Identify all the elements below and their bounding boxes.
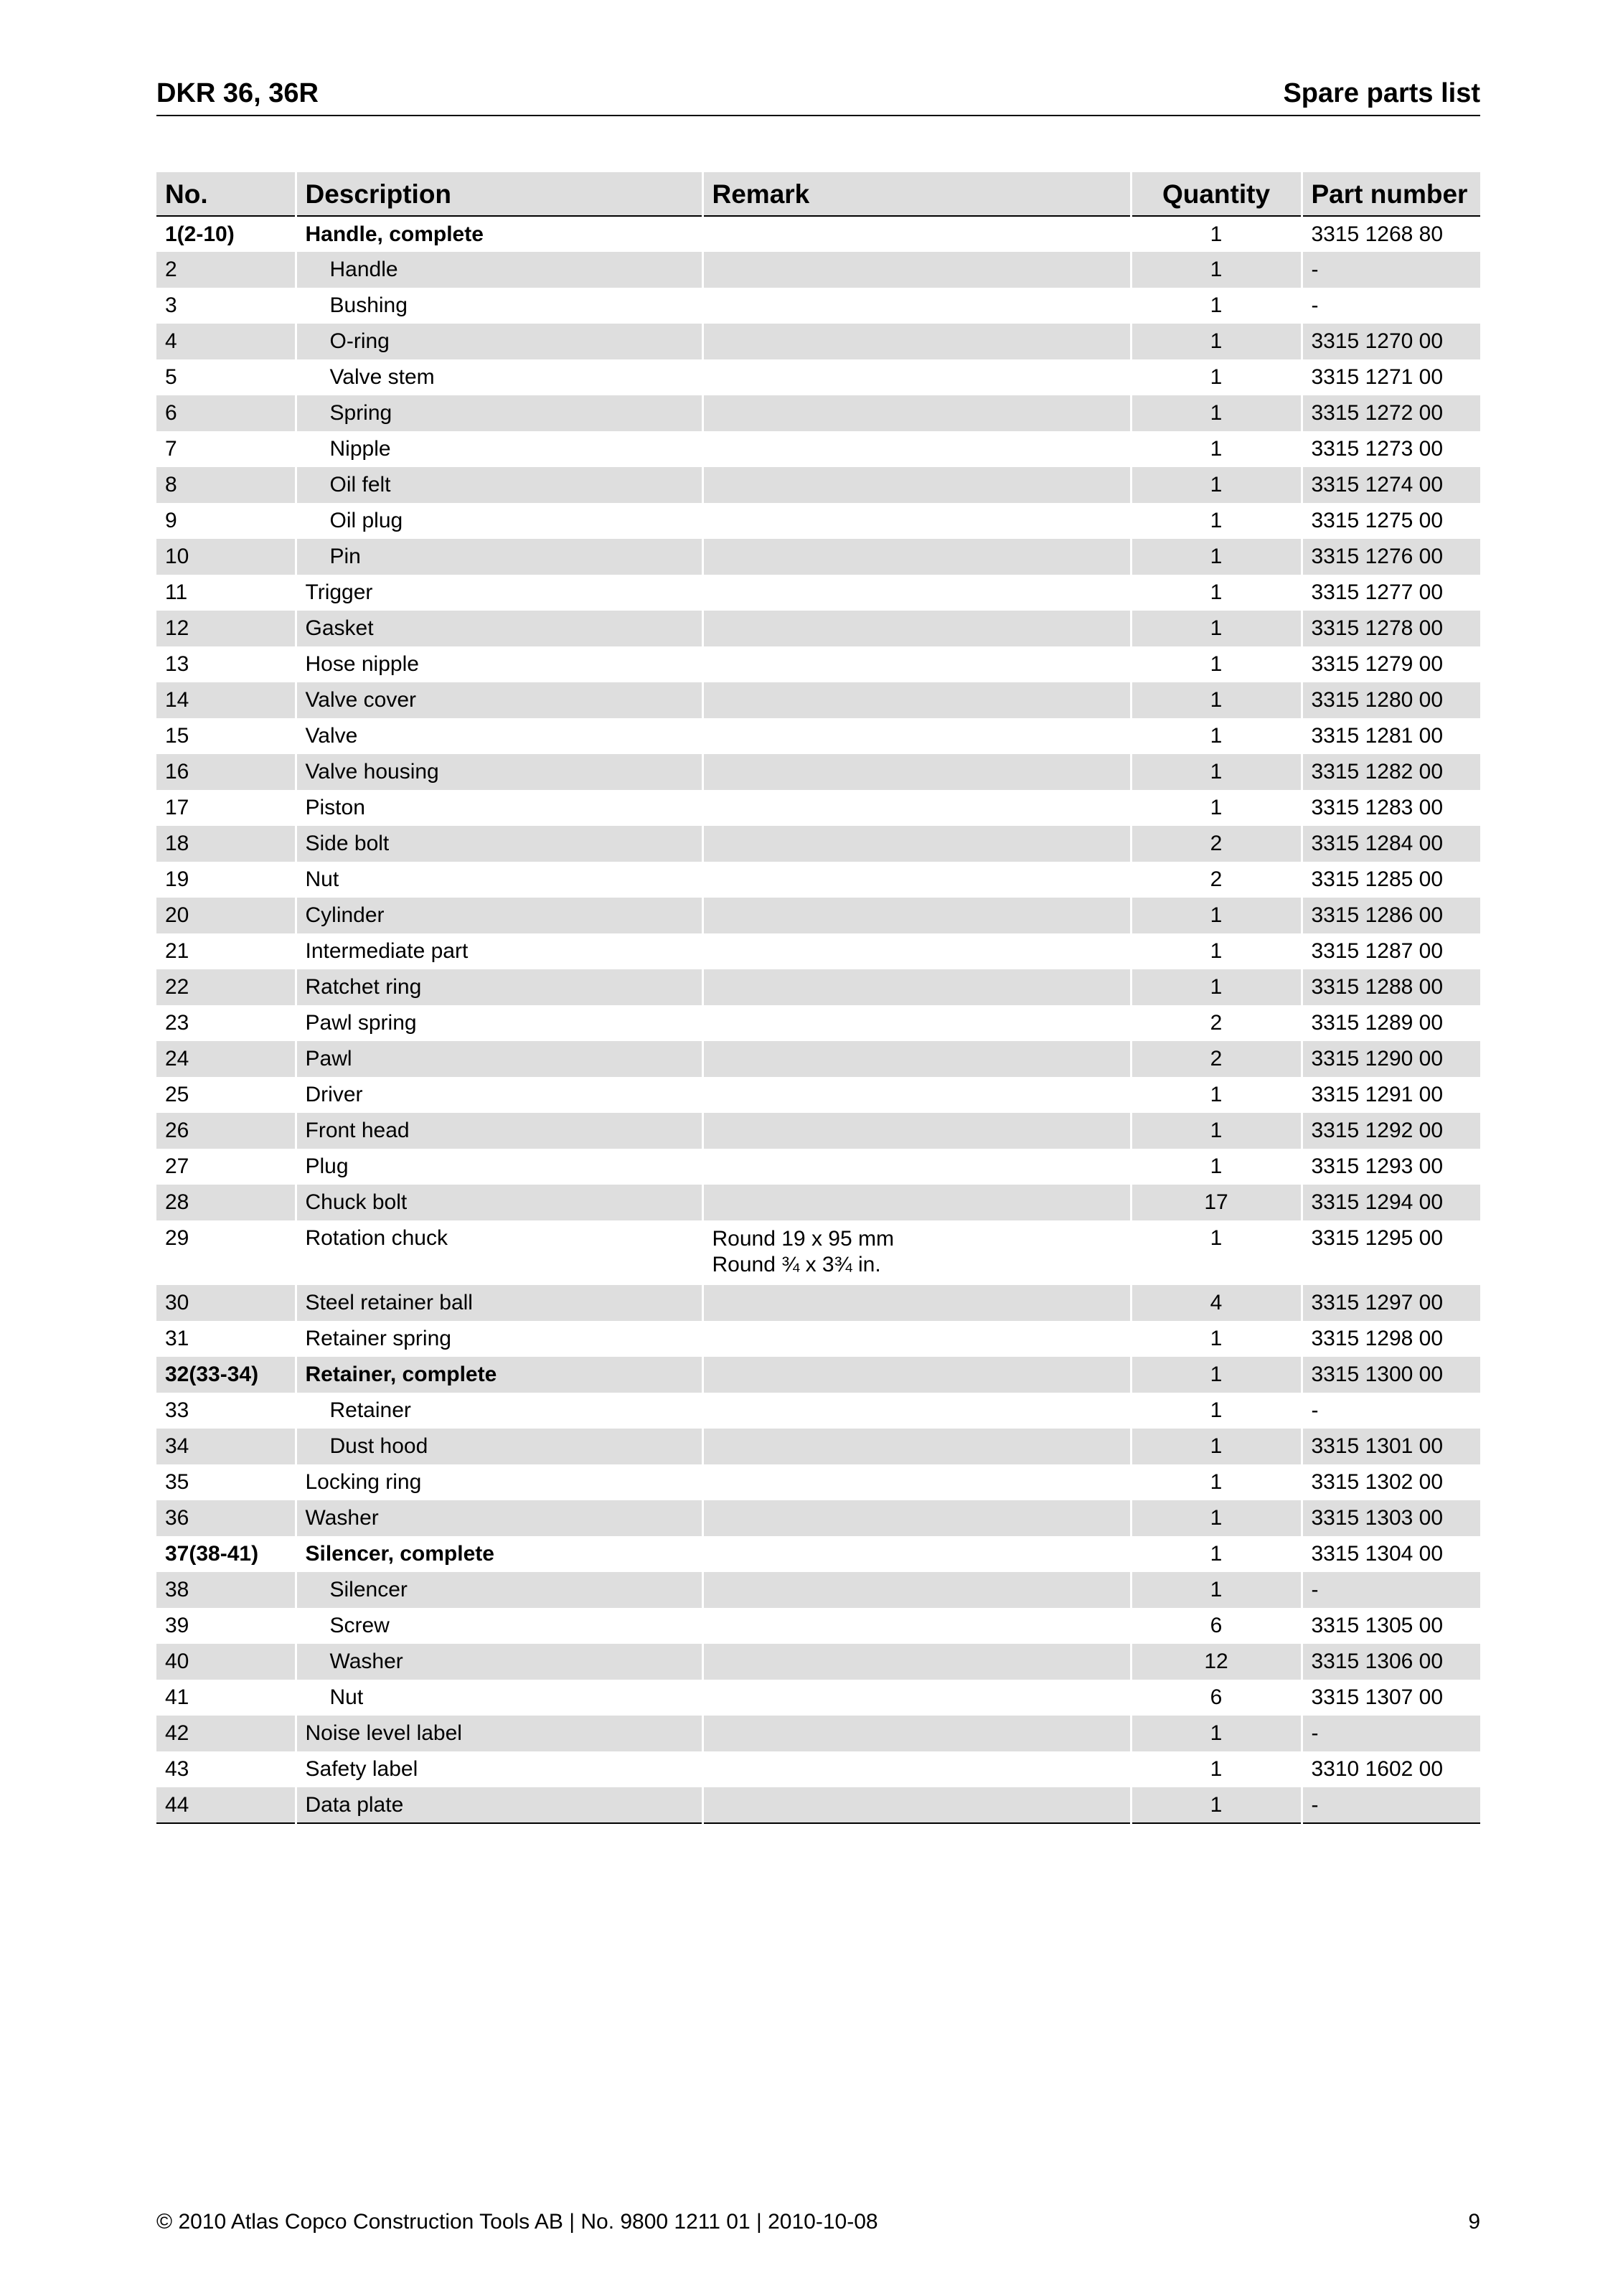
table-row	[156, 324, 1480, 359]
table-row	[156, 575, 1480, 611]
cell-remark	[702, 1149, 1131, 1185]
cell-description: Nut	[296, 1680, 702, 1716]
remark-line: Round 19 x 95 mm	[712, 1227, 894, 1251]
cell-part-number: 3310 1602 00	[1302, 1751, 1480, 1787]
cell-quantity: 6	[1131, 1608, 1302, 1644]
cell-remark	[702, 969, 1131, 1005]
cell-remark	[702, 252, 1131, 288]
cell-description: Pawl	[296, 1041, 702, 1077]
cell-quantity: 1	[1131, 1751, 1302, 1787]
cell-quantity: 4	[1131, 1285, 1302, 1321]
table-row	[156, 1608, 1480, 1644]
cell-quantity: 1	[1131, 359, 1302, 395]
table-row	[156, 1220, 1480, 1285]
cell-no: 43	[165, 1757, 189, 1781]
cell-remark	[702, 611, 1131, 646]
cell-remark	[702, 826, 1131, 862]
cell-quantity: 1	[1131, 431, 1302, 467]
table-row	[156, 1285, 1480, 1321]
cell-description: Steel retainer ball	[296, 1285, 702, 1321]
cell-remark	[702, 1572, 1131, 1608]
cell-part-number: -	[1302, 1716, 1480, 1751]
cell-description: Noise level label	[296, 1716, 702, 1751]
cell-remark	[702, 1608, 1131, 1644]
cell-description: Nut	[296, 862, 702, 898]
cell-description: Cylinder	[296, 898, 702, 933]
cell-no: 20	[156, 898, 296, 933]
table-row	[156, 646, 1480, 682]
cell-quantity: 1	[1131, 539, 1302, 575]
cell-part-number: 3315 1275 00	[1302, 503, 1480, 539]
table-row	[156, 969, 1480, 1005]
table-row	[156, 611, 1480, 646]
cell-remark	[702, 682, 1131, 718]
cell-description: Nipple	[296, 431, 702, 467]
cell-quantity: 2	[1131, 1005, 1302, 1041]
cell-part-number: -	[1302, 1572, 1480, 1608]
cell-description: Oil plug	[296, 503, 702, 539]
table-row	[156, 1464, 1480, 1500]
table-row	[156, 1787, 1480, 1823]
cell-remark	[702, 1113, 1131, 1149]
cell-quantity: 1	[1131, 1572, 1302, 1608]
cell-no: 7	[165, 437, 177, 461]
cell-description: Intermediate part	[296, 933, 702, 969]
cell-quantity: 1	[1131, 216, 1302, 252]
cell-remark	[702, 1500, 1131, 1536]
cell-no: 35	[165, 1470, 189, 1494]
cell-description: Front head	[296, 1113, 702, 1149]
cell-no: 25	[165, 1083, 189, 1106]
cell-part-number: 3315 1278 00	[1302, 611, 1480, 646]
cell-quantity: 1	[1131, 1464, 1302, 1500]
cell-remark	[702, 1041, 1131, 1077]
cell-no: 21	[165, 939, 189, 963]
column-header-part-number: Part number	[1302, 172, 1480, 216]
cell-quantity: 6	[1131, 1680, 1302, 1716]
cell-quantity: 1	[1131, 718, 1302, 754]
cell-quantity: 1	[1131, 646, 1302, 682]
cell-no: 2	[156, 252, 296, 288]
cell-part-number: 3315 1292 00	[1302, 1113, 1480, 1149]
table-row	[156, 1751, 1480, 1787]
cell-quantity: 2	[1131, 1041, 1302, 1077]
cell-part-number: 3315 1271 00	[1302, 359, 1480, 395]
footer-copyright: © 2010 Atlas Copco Construction Tools AB | No. 9800 1211 01 | 2010-10-08	[156, 2210, 878, 2234]
table-row	[156, 1321, 1480, 1357]
cell-no: 44	[156, 1787, 296, 1823]
page-footer	[156, 2210, 1480, 2239]
table-row	[156, 359, 1480, 395]
cell-quantity: 1	[1131, 1393, 1302, 1429]
cell-no: 23	[165, 1011, 189, 1035]
cell-description: Pin	[296, 539, 702, 575]
cell-no: 13	[165, 652, 189, 676]
table-row	[156, 1113, 1480, 1149]
cell-remark	[702, 1077, 1131, 1113]
cell-no: 1(2-10)	[165, 222, 235, 246]
cell-description: Washer	[296, 1500, 702, 1536]
cell-no: 11	[165, 580, 188, 604]
cell-remark	[702, 1185, 1131, 1220]
cell-no: 3	[165, 293, 177, 317]
cell-description: Hose nipple	[296, 646, 702, 682]
cell-remark	[702, 216, 1131, 252]
cell-remark	[702, 1644, 1131, 1680]
cell-remark	[702, 288, 1131, 324]
cell-no: 29	[165, 1226, 189, 1250]
table-row	[156, 467, 1480, 503]
cell-part-number: 3315 1283 00	[1302, 790, 1480, 826]
cell-no: 15	[165, 724, 189, 748]
cell-description: Gasket	[296, 611, 702, 646]
cell-part-number: 3315 1268 80	[1302, 216, 1480, 252]
cell-quantity: 1	[1131, 682, 1302, 718]
cell-description: Silencer	[296, 1572, 702, 1608]
cell-quantity: 1	[1131, 1077, 1302, 1113]
cell-part-number: -	[1302, 1393, 1480, 1429]
cell-remark	[702, 718, 1131, 754]
cell-remark	[702, 467, 1131, 503]
cell-no: 26	[156, 1113, 296, 1149]
cell-no: 41	[165, 1685, 189, 1709]
cell-remark	[702, 1357, 1131, 1393]
table-header-row	[156, 172, 1480, 216]
cell-remark	[702, 324, 1131, 359]
cell-quantity: 1	[1131, 969, 1302, 1005]
cell-quantity: 1	[1131, 933, 1302, 969]
cell-remark	[702, 933, 1131, 969]
table-row	[156, 395, 1480, 431]
cell-no: 17	[165, 796, 189, 819]
cell-quantity: 1	[1131, 754, 1302, 790]
cell-description: Valve housing	[296, 754, 702, 790]
product-model-title: DKR 36, 36R	[156, 78, 319, 108]
cell-part-number: 3315 1274 00	[1302, 467, 1480, 503]
cell-description: Oil felt	[296, 467, 702, 503]
table-row	[156, 682, 1480, 718]
cell-part-number: 3315 1282 00	[1302, 754, 1480, 790]
cell-quantity: 1	[1131, 611, 1302, 646]
cell-no: 31	[165, 1327, 189, 1350]
cell-remark	[702, 1716, 1131, 1751]
cell-quantity: 2	[1131, 862, 1302, 898]
cell-quantity: 17	[1131, 1185, 1302, 1220]
cell-part-number: 3315 1285 00	[1302, 862, 1480, 898]
cell-no: 32(33-34)	[156, 1357, 296, 1393]
cell-no: 42	[156, 1716, 296, 1751]
cell-part-number: 3315 1288 00	[1302, 969, 1480, 1005]
column-header-remark: Remark	[702, 172, 1131, 216]
cell-part-number: 3315 1307 00	[1302, 1680, 1480, 1716]
cell-quantity: 1	[1131, 1429, 1302, 1464]
column-header-quantity: Quantity	[1131, 172, 1302, 216]
cell-no: 33	[165, 1398, 189, 1422]
cell-no: 18	[156, 826, 296, 862]
cell-quantity: 1	[1131, 1149, 1302, 1185]
cell-no: 12	[156, 611, 296, 646]
cell-description: Piston	[296, 790, 702, 826]
cell-part-number: 3315 1279 00	[1302, 646, 1480, 682]
cell-quantity: 1	[1131, 1321, 1302, 1357]
table-row	[156, 718, 1480, 754]
cell-description: Data plate	[296, 1787, 702, 1823]
cell-description: Rotation chuck	[296, 1220, 702, 1285]
cell-description: Locking ring	[296, 1464, 702, 1500]
cell-description: Plug	[296, 1149, 702, 1185]
cell-remark	[702, 539, 1131, 575]
cell-quantity: 1	[1131, 1220, 1302, 1285]
cell-quantity: 1	[1131, 898, 1302, 933]
cell-remark	[702, 1680, 1131, 1716]
cell-part-number: 3315 1280 00	[1302, 682, 1480, 718]
cell-description: Bushing	[296, 288, 702, 324]
cell-remark	[702, 395, 1131, 431]
cell-part-number: 3315 1301 00	[1302, 1429, 1480, 1464]
table-row	[156, 933, 1480, 969]
cell-part-number: 3315 1306 00	[1302, 1644, 1480, 1680]
cell-no: 5	[165, 365, 177, 389]
table-row	[156, 1536, 1480, 1572]
table-row	[156, 898, 1480, 933]
table-row	[156, 826, 1480, 862]
cell-no: 37(38-41)	[165, 1542, 259, 1566]
cell-part-number: 3315 1295 00	[1302, 1220, 1480, 1285]
cell-quantity: 1	[1131, 1787, 1302, 1823]
cell-description: Retainer spring	[296, 1321, 702, 1357]
cell-no: 39	[165, 1614, 189, 1637]
cell-part-number: 3315 1303 00	[1302, 1500, 1480, 1536]
cell-part-number: 3315 1297 00	[1302, 1285, 1480, 1321]
table-row	[156, 539, 1480, 575]
cell-quantity: 1	[1131, 1357, 1302, 1393]
cell-description: Trigger	[296, 575, 702, 611]
cell-no: 9	[165, 509, 177, 532]
cell-quantity: 1	[1131, 324, 1302, 359]
cell-part-number: 3315 1281 00	[1302, 718, 1480, 754]
cell-no: 24	[156, 1041, 296, 1077]
cell-description: Side bolt	[296, 826, 702, 862]
table-row	[156, 288, 1480, 324]
column-header-description: Description	[296, 172, 702, 216]
cell-quantity: 1	[1131, 467, 1302, 503]
cell-no: 27	[165, 1154, 189, 1178]
cell-description: Handle, complete	[296, 216, 702, 252]
cell-description: Ratchet ring	[296, 969, 702, 1005]
cell-part-number: 3315 1294 00	[1302, 1185, 1480, 1220]
cell-description: Dust hood	[296, 1429, 702, 1464]
table-row	[156, 1429, 1480, 1464]
cell-remark	[702, 359, 1131, 395]
cell-part-number: 3315 1305 00	[1302, 1608, 1480, 1644]
cell-no: 10	[156, 539, 296, 575]
cell-remark	[702, 1464, 1131, 1500]
cell-description: O-ring	[296, 324, 702, 359]
cell-part-number: 3315 1302 00	[1302, 1464, 1480, 1500]
cell-remark	[702, 1005, 1131, 1041]
table-row	[156, 1005, 1480, 1041]
cell-remark	[702, 503, 1131, 539]
table-row	[156, 862, 1480, 898]
cell-no: 34	[156, 1429, 296, 1464]
cell-no: 40	[156, 1644, 296, 1680]
cell-quantity: 1	[1131, 288, 1302, 324]
column-header-no: No.	[156, 172, 296, 216]
table-row	[156, 1716, 1480, 1751]
table-body	[156, 216, 1480, 1823]
cell-part-number: 3315 1272 00	[1302, 395, 1480, 431]
cell-remark	[702, 1429, 1131, 1464]
cell-description: Valve	[296, 718, 702, 754]
cell-description: Silencer, complete	[296, 1536, 702, 1572]
remark-line: Round ¾ x 3¾ in.	[712, 1253, 881, 1276]
cell-no: 19	[165, 867, 189, 891]
cell-remark	[702, 1285, 1131, 1321]
table-row	[156, 1644, 1480, 1680]
section-title: Spare parts list	[1283, 78, 1480, 108]
cell-quantity: 1	[1131, 1716, 1302, 1751]
cell-part-number: 3315 1276 00	[1302, 539, 1480, 575]
cell-description: Retainer	[296, 1393, 702, 1429]
table-row	[156, 1500, 1480, 1536]
cell-remark	[702, 862, 1131, 898]
cell-remark	[702, 1393, 1131, 1429]
cell-quantity: 1	[1131, 1500, 1302, 1536]
table-row	[156, 1041, 1480, 1077]
cell-remark	[702, 898, 1131, 933]
cell-description: Valve cover	[296, 682, 702, 718]
table-row	[156, 1680, 1480, 1716]
table-row	[156, 503, 1480, 539]
cell-no: 4	[156, 324, 296, 359]
cell-no: 38	[156, 1572, 296, 1608]
table-row	[156, 1572, 1480, 1608]
cell-part-number: -	[1302, 1787, 1480, 1823]
cell-description: Handle	[296, 252, 702, 288]
table-row	[156, 1185, 1480, 1220]
table-row	[156, 1149, 1480, 1185]
cell-description: Safety label	[296, 1751, 702, 1787]
cell-description: Valve stem	[296, 359, 702, 395]
cell-quantity: 12	[1131, 1644, 1302, 1680]
spare-parts-table	[156, 172, 1480, 1824]
table-row	[156, 252, 1480, 288]
table-row	[156, 216, 1480, 252]
table-row	[156, 431, 1480, 467]
table-row	[156, 754, 1480, 790]
cell-no: 8	[156, 467, 296, 503]
cell-part-number: 3315 1273 00	[1302, 431, 1480, 467]
cell-remark	[702, 1751, 1131, 1787]
cell-description: Spring	[296, 395, 702, 431]
cell-quantity: 1	[1131, 790, 1302, 826]
cell-description: Pawl spring	[296, 1005, 702, 1041]
table-row	[156, 1357, 1480, 1393]
cell-quantity: 1	[1131, 1113, 1302, 1149]
cell-quantity: 1	[1131, 503, 1302, 539]
page-number: 9	[1468, 2210, 1480, 2234]
cell-remark	[702, 1321, 1131, 1357]
cell-quantity: 1	[1131, 1536, 1302, 1572]
page-header	[156, 75, 1480, 116]
cell-remark	[702, 754, 1131, 790]
cell-no: 6	[156, 395, 296, 431]
cell-remark	[702, 1220, 1131, 1285]
cell-no: 28	[156, 1185, 296, 1220]
cell-part-number: 3315 1287 00	[1302, 933, 1480, 969]
cell-part-number: -	[1302, 252, 1480, 288]
cell-description: Chuck bolt	[296, 1185, 702, 1220]
cell-description: Retainer, complete	[296, 1357, 702, 1393]
cell-part-number: 3315 1293 00	[1302, 1149, 1480, 1185]
cell-description: Washer	[296, 1644, 702, 1680]
cell-part-number: 3315 1270 00	[1302, 324, 1480, 359]
cell-remark	[702, 431, 1131, 467]
cell-remark	[702, 575, 1131, 611]
cell-remark	[702, 1536, 1131, 1572]
cell-no: 36	[156, 1500, 296, 1536]
cell-quantity: 1	[1131, 395, 1302, 431]
cell-quantity: 1	[1131, 252, 1302, 288]
cell-no: 30	[156, 1285, 296, 1321]
table-row	[156, 1077, 1480, 1113]
cell-no: 22	[156, 969, 296, 1005]
cell-part-number: 3315 1290 00	[1302, 1041, 1480, 1077]
table-row	[156, 1393, 1480, 1429]
cell-remark	[702, 646, 1131, 682]
cell-part-number: 3315 1284 00	[1302, 826, 1480, 862]
cell-description: Screw	[296, 1608, 702, 1644]
table-row	[156, 790, 1480, 826]
cell-part-number: 3315 1298 00	[1302, 1321, 1480, 1357]
cell-no: 14	[156, 682, 296, 718]
cell-quantity: 1	[1131, 575, 1302, 611]
cell-part-number: 3315 1277 00	[1302, 575, 1480, 611]
cell-quantity: 2	[1131, 826, 1302, 862]
cell-no: 16	[156, 754, 296, 790]
cell-part-number: 3315 1286 00	[1302, 898, 1480, 933]
cell-description: Driver	[296, 1077, 702, 1113]
cell-part-number: 3315 1291 00	[1302, 1077, 1480, 1113]
cell-part-number: -	[1302, 288, 1480, 324]
cell-remark	[702, 790, 1131, 826]
cell-part-number: 3315 1289 00	[1302, 1005, 1480, 1041]
cell-part-number: 3315 1300 00	[1302, 1357, 1480, 1393]
cell-remark	[702, 1787, 1131, 1823]
cell-part-number: 3315 1304 00	[1302, 1536, 1480, 1572]
